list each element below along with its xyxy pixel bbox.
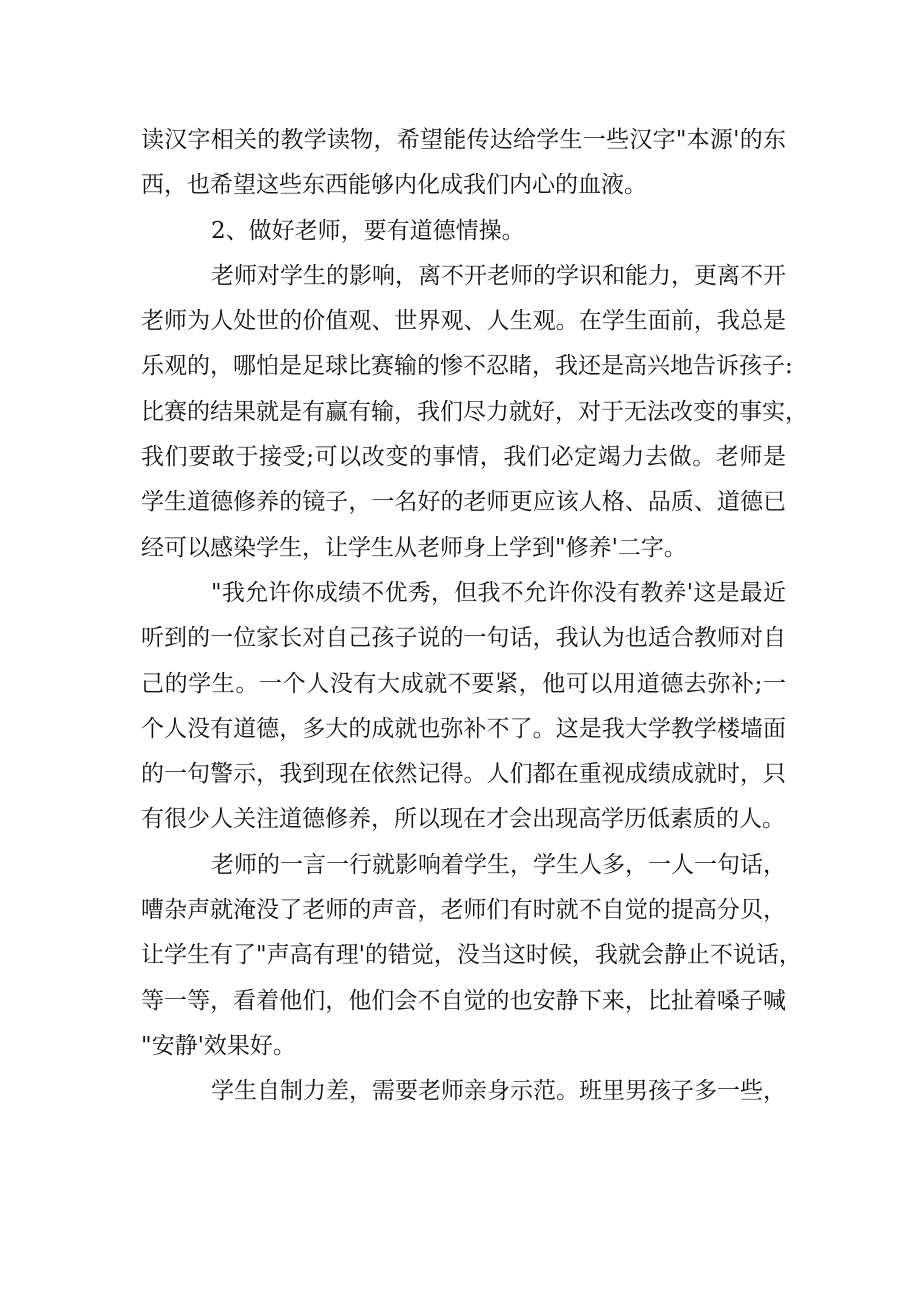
text-line: 老师的一言一行就影响着学生，学生人多，一人一句话， <box>211 851 786 878</box>
text-line: 嘈杂声就淹没了老师的声音，老师们有时就不自觉的提高分贝， <box>141 897 786 924</box>
text-line: 我们要敢于接受;可以改变的事情，我们必定竭力去做。老师是 <box>141 444 786 471</box>
text-line: 老师为人处世的价值观、世界观、人生观。在学生面前，我总是 <box>141 308 786 335</box>
section-heading: 2、做好老师，要有道德情操。 <box>211 217 525 244</box>
text-line: 己的学生。一个人没有大成就不要紧，他可以用道德去弥补;一 <box>141 670 786 697</box>
text-line: "我允许你成绩不优秀，但我不允许你没有教养'这是最近 <box>211 579 786 606</box>
text-line: 学生道德修养的镜子，一名好的老师更应该人格、品质、道德已 <box>141 489 786 516</box>
text-line: 的一句警示，我到现在依然记得。人们都在重视成绩成就时，只 <box>141 761 786 788</box>
text-line: 等一等，看着他们，他们会不自觉的也安静下来，比扯着嗓子喊 <box>141 987 786 1014</box>
text-line: 比赛的结果就是有赢有输，我们尽力就好，对于无法改变的事实， <box>141 398 808 425</box>
text-line: "安静'效果好。 <box>141 1032 296 1059</box>
text-line: 老师对学生的影响，离不开老师的学识和能力，更离不开 <box>211 262 786 289</box>
text-line: 听到的一位家长对自己孩子说的一句话，我认为也适合教师对自 <box>141 625 786 652</box>
text-line: 学生自制力差，需要老师亲身示范。班里男孩子多一些， <box>211 1078 786 1105</box>
text-line: 经可以感染学生，让学生从老师身上学到"修养'二字。 <box>141 534 687 561</box>
text-line: 读汉字相关的教学读物，希望能传达给学生一些汉字"本源'的东 <box>141 127 786 153</box>
text-line: 有很少人关注道德修养，所以现在才会出现高学历低素质的人。 <box>141 806 785 833</box>
text-line: 乐观的，哪怕是足球比赛输的惨不忍睹，我还是高兴地告诉孩子: <box>141 353 793 380</box>
text-line: 个人没有道德，多大的成就也弥补不了。这是我大学教学楼墙面 <box>141 715 786 742</box>
text-line: 让学生有了"声高有理'的错觉，没当这时候，我就会静止不说话， <box>141 942 802 969</box>
body-text <box>141 118 808 1115</box>
text-line: 西，也希望这些东西能够内化成我们内心的血液。 <box>141 172 647 199</box>
